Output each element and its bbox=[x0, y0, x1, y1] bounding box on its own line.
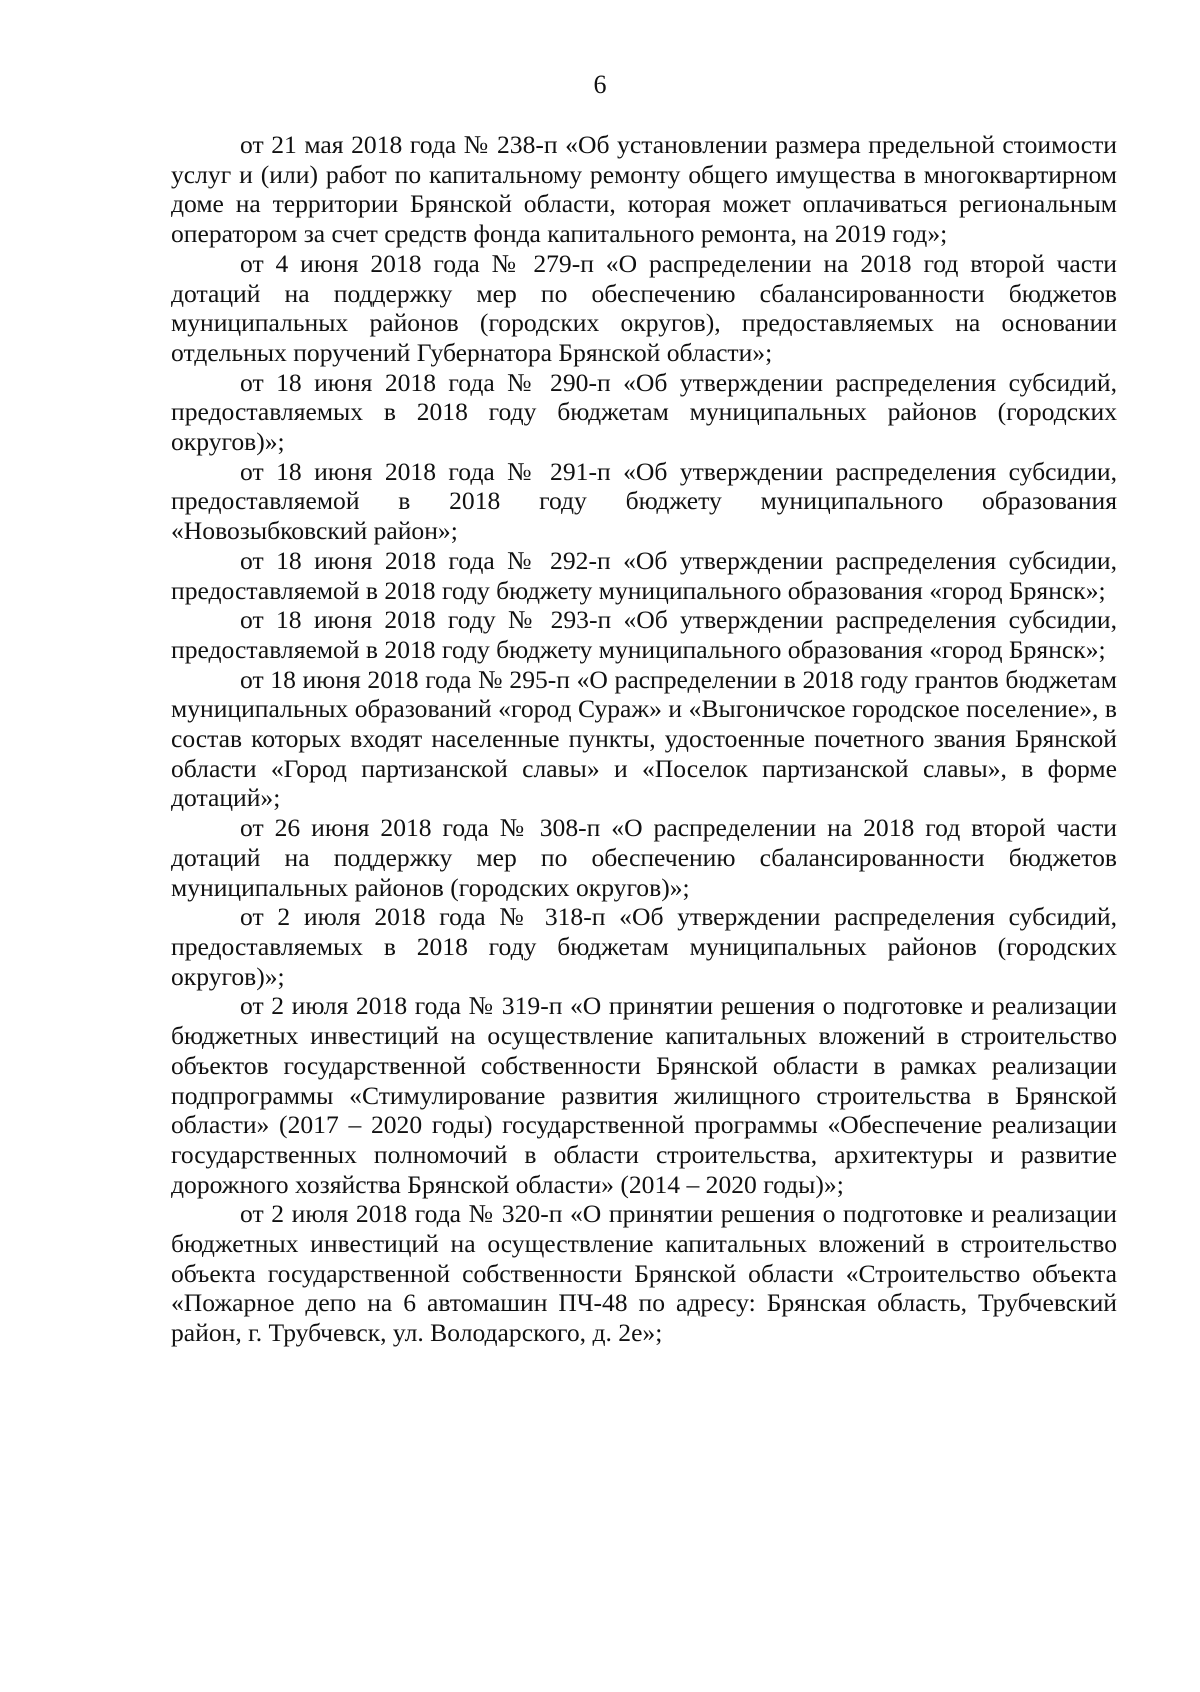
paragraph-decree-238: от 21 мая 2018 года № 238-п «Об установлении размера предельной стоимости услуг и (или) работ по капитальному ремонту общего имущества в многоквартирном доме на территории Брянской области, которая может оплачиваться региональным оператором за счет средств фонда капитального ремонта, на 2019 год»; bbox=[171, 130, 1117, 249]
paragraph-decree-319: от 2 июля 2018 года № 319-п «О принятии решения о подготовке и реализации бюджетных инвестиций на осуществление капитальных вложений в строительство объектов государственной собственности Брянской области в рамках реализации подпрограммы «Стимулирование развития жилищного строительства в Брянской области» (2017 – 2020 годы) государственной программы «Обеспечение реализации государственных полномочий в области строительства, архитектуры и развитие дорожного хозяйства Брянской области» (2014 – 2020 годы)»; bbox=[171, 991, 1117, 1199]
paragraph-decree-291: от 18 июня 2018 года № 291-п «Об утверждении распределения субсидии, предоставляемой в 2018 году бюджету муниципального образования «Новозыбковский район»; bbox=[171, 456, 1117, 546]
paragraph-decree-279: от 4 июня 2018 года № 279-п «О распределении на 2018 год второй части дотаций на поддержку мер по обеспечению сбалансированности бюджетов муниципальных районов (городских округов), предоставляемых на основании отдельных поручений Губернатора Брянской области»; bbox=[171, 248, 1117, 367]
paragraph-decree-295: от 18 июня 2018 года № 295-п «О распределении в 2018 году грантов бюджетам муниципальных образований «город Сураж» и «Выгоничское городское поселение», в состав которых входят населенные пункты, удостоенные почетного звания Брянской области «Город партизанской славы» и «Поселок партизанской славы», в форме дотаций»; bbox=[171, 664, 1117, 813]
paragraph-decree-290: от 18 июня 2018 года № 290-п «Об утверждении распределения субсидий, предоставляемых в 2018 году бюджетам муниципальных районов (городских округов)»; bbox=[171, 367, 1117, 457]
paragraph-decree-318: от 2 июля 2018 года № 318-п «Об утверждении распределения субсидий, предоставляемых в 2018 году бюджетам муниципальных районов (городских округов)»; bbox=[171, 902, 1117, 991]
paragraph-decree-293: от 18 июня 2018 году № 293-п «Об утверждении распределения субсидии, предоставляемой в 2018 году бюджету муниципального образования «город Брянск»; bbox=[171, 605, 1117, 664]
paragraph-decree-308: от 26 июня 2018 года № 308-п «О распределении на 2018 год второй части дотаций на поддержку мер по обеспечению сбалансированности бюджетов муниципальных районов (городских округов)»; bbox=[171, 813, 1117, 902]
document-body bbox=[171, 130, 1117, 1348]
page-number: 6 bbox=[593, 70, 607, 99]
paragraph-decree-320: от 2 июля 2018 года № 320-п «О принятии решения о подготовке и реализации бюджетных инвестиций на осуществление капитальных вложений в строительство объекта государственной собственности Брянской области «Строительство объекта «Пожарное депо на 6 автомашин ПЧ-48 по адресу: Брянская область, Трубчевский район, г. Трубчевск, ул. Володарского, д. 2е»; bbox=[171, 1199, 1117, 1348]
paragraph-decree-292: от 18 июня 2018 года № 292-п «Об утверждении распределения субсидии, предоставляемой в 2018 году бюджету муниципального образования «город Брянск»; bbox=[171, 545, 1117, 605]
